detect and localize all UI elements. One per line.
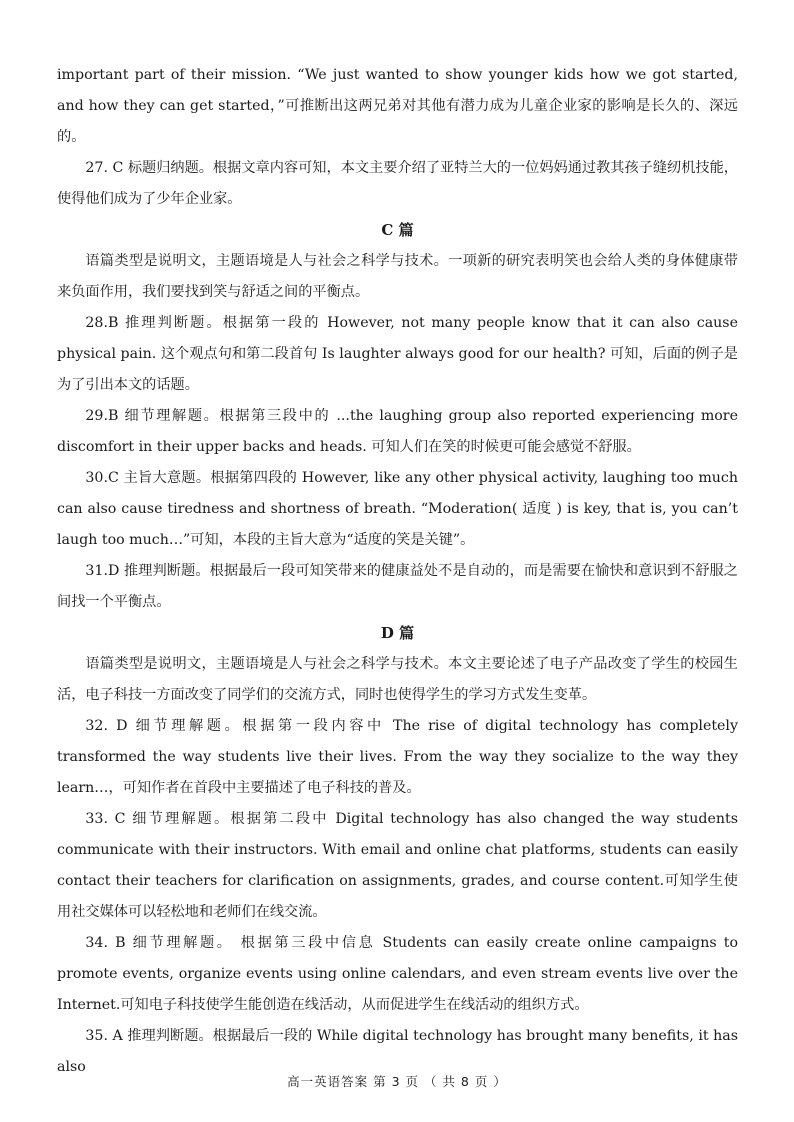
answer-27: 27. C 标题归纳题。根据文章内容可知，本文主要介绍了亚特兰大的一位妈妈通过教其孩子缝纫机技能，使得他们成为了少年企业家。 — [57, 160, 738, 207]
section-d-summary: 语篇类型是说明文，主题语境是人与社会之科学与技术。本文主要论述了电子产品改变了学生的校园生活，电子科技一方面改变了同学们的交流方式，同时也使得学生的学习方式发生变革。 — [57, 656, 738, 703]
document-body — [57, 60, 738, 1083]
answer-28: 28.B 推理判断题。根据第一段的 However, not many people know that it can also cause physical pain. 这个观点句和第二段首句 Is laughter always good for our health? 可知，后面的例子是为了引出本文的话题。 — [57, 315, 738, 393]
answer-29: 29.B 细节理解题。根据第三段中的 ...the laughing group also reported experiencing more discomfort in their upper backs and heads. 可知人们在笑的时候更可能会感觉不舒服。 — [57, 408, 738, 455]
answer-30: 30.C 主旨大意题。根据第四段的 However, like any other physical activity, laughing too much can also cause tiredness and shortness of breath. “Moderation( 适度 ) is key, that is, you can’t laugh too much…”可知，本段的主旨大意为“适度的笑是关键”。 — [57, 470, 738, 548]
answer-31: 31.D 推理判断题。根据最后一段可知笑带来的健康益处不是自动的，而是需要在愉快和意识到不舒服之间找一个平衡点。 — [57, 563, 738, 610]
section-title-d: D 篇 — [380, 624, 415, 642]
paragraph-continuation: important part of their mission. “We just wanted to show younger kids how we got started, and how they can get started，”可推断出这两兄弟对其他有潜力成为儿童企业家的影响是长久的、深远的。 — [57, 67, 738, 145]
page-footer: 高一英语答案 第 3 页 （ 共 8 页 ） — [287, 1074, 507, 1089]
answer-33: 33. C 细节理解题。根据第二段中 Digital technology has also changed the way students communicate with their instructors. With email and online chat platforms, students can easily contact their teachers for clarification on assignments, grades, and course content.可知学生使用社交媒体可以轻松地和老师们在线交流。 — [57, 811, 738, 920]
section-title-c: C 篇 — [381, 221, 414, 239]
answer-32: 32. D 细节理解题。根据第一段内容中 The rise of digital technology has completely transformed the way students live their lives. From the way they socialize to the way they learn…，可知作者在首段中主要描述了电子科技的普及。 — [57, 718, 738, 796]
answer-34: 34. B 细节理解题。 根据第三段中信息 Students can easily create online campaigns to promote events, organize events using online calendars, and even stream events live over the Internet.可知电子科技使学生能创造在线活动，从而促进学生在线活动的组织方式。 — [57, 935, 738, 1013]
section-c-summary: 语篇类型是说明文，主题语境是人与社会之科学与技术。一项新的研究表明笑也会给人类的身体健康带来负面作用，我们要找到笑与舒适之间的平衡点。 — [57, 253, 738, 300]
answer-35: 35. A 推理判断题。根据最后一段的 While digital technology has brought many benefits, it has also — [57, 1028, 738, 1075]
